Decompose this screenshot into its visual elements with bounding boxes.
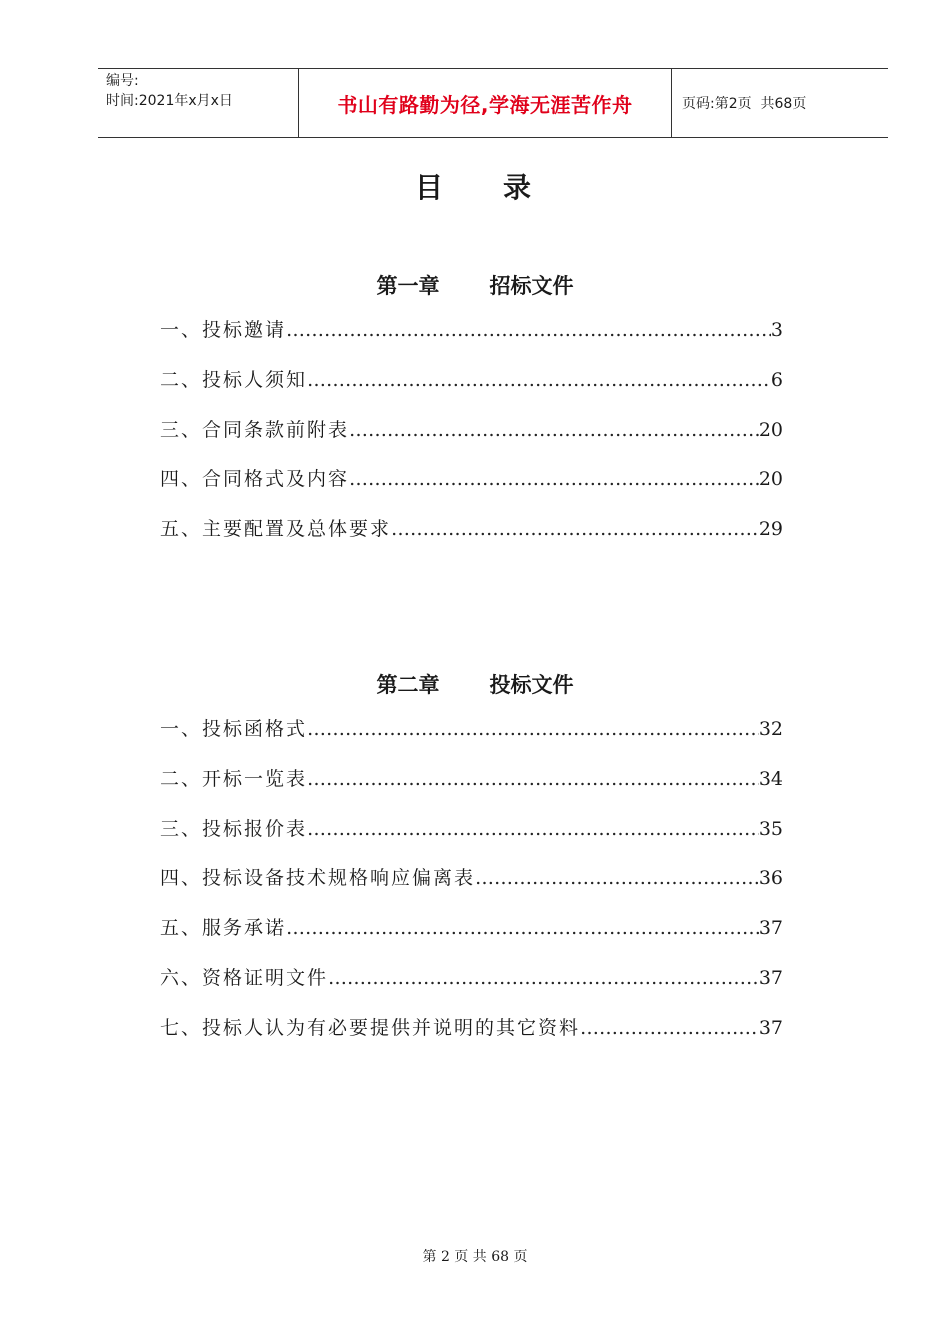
toc-entry[interactable] xyxy=(160,764,783,814)
page-title-char-1: 目 xyxy=(414,171,447,204)
toc-entry-label: 五、主要配置及总体要求 xyxy=(160,518,392,541)
toc-entry-label: 五、服务承诺 xyxy=(160,917,287,940)
toc-entry-page: 32 xyxy=(758,718,783,740)
header-page-info-text: 页码:第2页 共68页 xyxy=(682,96,807,112)
toc-entry-page: 37 xyxy=(758,966,783,989)
toc-entry-label: 三、合同条款前附表 xyxy=(160,418,350,441)
toc-entry-label: 四、合同格式及内容 xyxy=(160,468,350,491)
chapter-1-heading xyxy=(0,270,950,300)
toc-entry-label: 三、投标报价表 xyxy=(160,817,308,840)
toc-entry[interactable] xyxy=(160,913,783,963)
toc-leader-dots xyxy=(307,369,771,391)
toc-entry-page: 20 xyxy=(758,468,783,491)
toc-entry-page: 36 xyxy=(758,867,783,890)
toc-entry-label: 二、开标一览表 xyxy=(160,767,308,790)
toc-entry-page: 34 xyxy=(758,767,783,790)
document-date: 时间:2021年x月x日 xyxy=(106,93,233,109)
toc-entry-page: 37 xyxy=(758,917,783,940)
chapter-1-name: 招标文件 xyxy=(489,274,574,298)
page-title-char-2: 录 xyxy=(503,171,536,204)
toc-entry-label: 六、资格证明文件 xyxy=(160,966,329,989)
toc-entry-label: 一、投标邀请 xyxy=(160,319,287,341)
toc-entry-label: 四、投标设备技术规格响应偏离表 xyxy=(160,867,476,890)
document-number-label: 编号: xyxy=(106,73,139,89)
toc-leader-dots xyxy=(349,419,759,441)
toc-leader-dots xyxy=(286,917,759,939)
toc-leader-dots xyxy=(349,468,759,490)
toc-entry-page: 29 xyxy=(758,518,783,541)
toc-leader-dots xyxy=(307,768,759,790)
toc-entry-page: 20 xyxy=(758,418,783,441)
toc-leader-dots xyxy=(307,818,759,840)
toc-entry-label: 一、投标函格式 xyxy=(160,718,308,740)
toc-leader-dots xyxy=(475,867,759,889)
toc-entry-page: 35 xyxy=(758,817,783,840)
toc-leader-dots xyxy=(328,967,759,989)
toc-entry-page: 3 xyxy=(770,319,783,341)
toc-entry-label: 二、投标人须知 xyxy=(160,368,308,391)
chapter-1-toc xyxy=(160,315,783,564)
toc-entry-page: 6 xyxy=(770,368,783,391)
toc-entry[interactable] xyxy=(160,365,783,415)
toc-entry[interactable] xyxy=(160,963,783,1013)
toc-leader-dots xyxy=(307,718,759,740)
chapter-2-name: 投标文件 xyxy=(489,673,574,697)
chapter-2-heading xyxy=(0,669,950,699)
toc-entry[interactable] xyxy=(160,415,783,465)
toc-entry-page: 37 xyxy=(758,1016,783,1039)
page-footer: 第 2 页 共 68 页 xyxy=(422,1249,528,1265)
toc-entry[interactable] xyxy=(160,814,783,864)
toc-leader-dots xyxy=(580,1017,759,1039)
header-meta xyxy=(98,69,299,137)
header-page-info xyxy=(672,69,888,137)
toc-entry[interactable] xyxy=(160,1013,783,1063)
toc-entry[interactable] xyxy=(160,863,783,913)
page-title xyxy=(0,166,950,206)
toc-entry-label: 七、投标人认为有必要提供并说明的其它资料 xyxy=(160,1016,581,1039)
page-header xyxy=(98,68,888,138)
chapter-1-label: 第一章 xyxy=(376,274,440,298)
header-motto: 书山有路勤为径,学海无涯苦作舟 xyxy=(299,69,672,137)
chapter-2-toc xyxy=(160,714,783,1063)
toc-entry[interactable] xyxy=(160,464,783,514)
toc-entry[interactable] xyxy=(160,315,783,365)
toc-entry[interactable] xyxy=(160,514,783,564)
toc-entry[interactable] xyxy=(160,714,783,764)
chapter-2-label: 第二章 xyxy=(376,673,440,697)
toc-leader-dots xyxy=(391,518,759,540)
toc-leader-dots xyxy=(286,319,771,341)
